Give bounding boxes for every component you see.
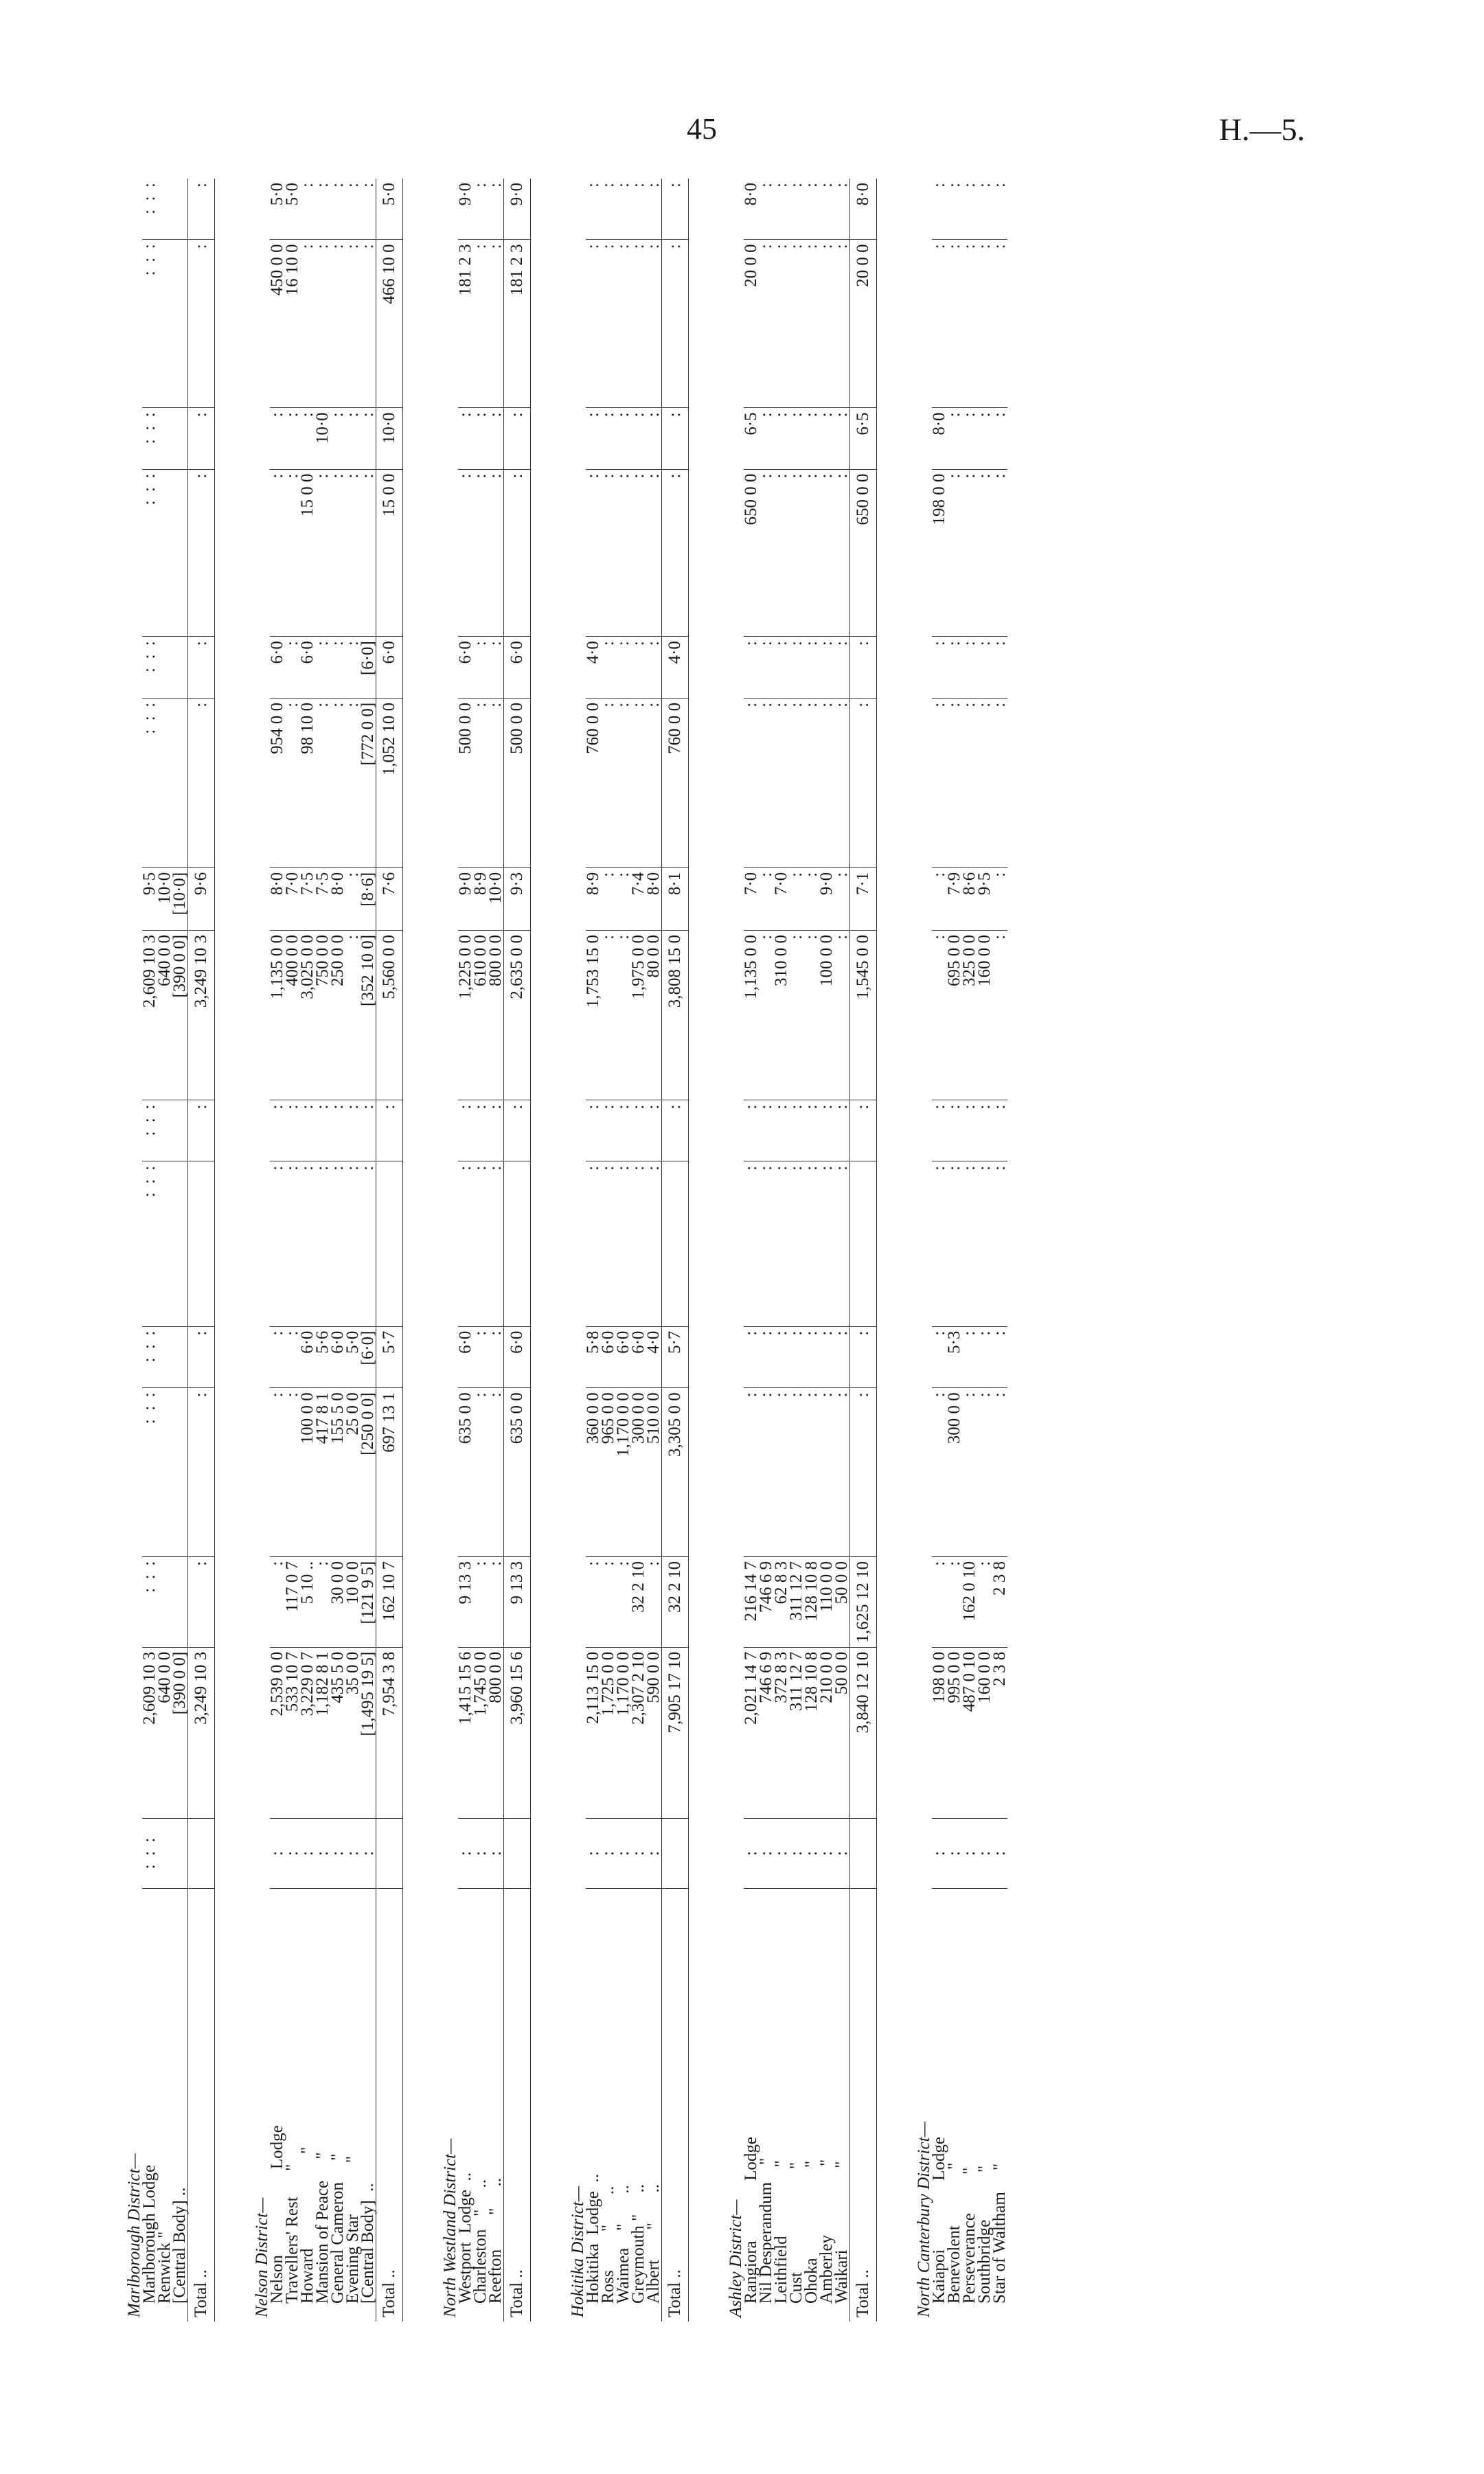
value-cell: : : : [458,1161,504,1326]
lodge-finance-table [127,179,1047,2322]
lodge-rows [142,179,188,2322]
value-cell: : : : 32 2 10 : [586,1556,662,1647]
spacer-cell [1007,179,1047,2322]
district-heading-row [443,179,458,2322]
value-cell: : : : : : : : [744,1326,850,1388]
value-cell: : : : [142,1388,188,1557]
total-value [376,1161,403,1326]
total-value [504,1161,531,1326]
total-label: Total .. [850,1889,877,2322]
value-cell: : : : [142,1161,188,1326]
total-value: : [188,469,215,637]
value-cell: 2,113 15 0 1,725 0 0 1,170 0 0 2,307 2 10 590 0 0 [586,1647,662,1818]
total-value: 4·0 [662,637,689,699]
total-value: : [662,179,689,240]
value-cell: : : : : : [586,469,662,637]
total-value: : [504,408,531,469]
value-cell: 9·0 : : [458,179,504,240]
total-value: 7,954 3 8 [376,1647,403,1818]
total-value: : [662,469,689,637]
value-cell: : : 162 0 10 : 2 3 8 [932,1556,1007,1647]
total-value: 3,960 15 6 [504,1647,531,1818]
total-value: 635 0 0 [504,1388,531,1557]
total-value: 7·1 [850,867,877,930]
value-cell: 954 0 0 : 98 10 0 : : : [772 0 0] [270,698,376,867]
total-value: 5·0 [376,179,403,240]
spacer-cell [877,179,917,2322]
value-cell: 9·0 8·9 10·0 [458,867,504,930]
value-cell: : : : [142,698,188,867]
value-cell: 360 0 0 965 0 0 1,170 0 0 300 0 0 510 0 0 [586,1388,662,1557]
spacer-row [531,179,571,2322]
value-cell: 8·9 : : 7·4 8·0 [586,867,662,930]
total-value: 9·6 [188,867,215,930]
district-name: Nelson District— [253,2197,271,2317]
value-cell: 650 0 0 : : : : : : [744,469,850,637]
total-value: 2,635 0 0 [504,930,531,1100]
total-value: 6·5 [850,408,877,469]
district-name: Marlborough District— [125,2153,144,2317]
value-cell: 8·0 : : : : [932,408,1007,469]
lodge-rows [586,179,662,2322]
value-cell: : : : : : [932,240,1007,408]
document-reference: H.—5. [1219,112,1305,147]
spacer-row [1007,179,1047,2322]
total-value: : [188,1388,215,1557]
value-cell: 8·0 7·0 7·5 7·5 8·0 : [8·6] [270,867,376,930]
value-cell: : : : [142,637,188,699]
value-cell: : : : : : : : [744,1388,850,1557]
total-value [188,1161,215,1326]
value-cell: : : : : : : : [270,1161,376,1326]
value-cell: 198 0 0 : : : : [932,469,1007,637]
total-dot [662,1818,689,1889]
total-value: 8·0 [850,179,877,240]
spacer-cell [689,179,729,2322]
value-cell: : : : : : [586,408,662,469]
value-cell: : 300 0 0 : : : [932,1388,1007,1557]
district-heading-row [571,179,586,2322]
total-value: 1,625 12 10 [850,1556,877,1647]
total-value: : [504,1100,531,1161]
spacer-cell [531,179,571,2322]
total-value: 5·7 [376,1326,403,1388]
value-cell: : 117 0 7 5 10 .. : 30 0 0 10 0 0 [121 9 5] [270,1556,376,1647]
total-row [376,179,403,2322]
district-heading-row [255,179,270,2322]
value-cell: 6·0 : : [458,1326,504,1388]
total-value: 3,808 15 0 [662,930,689,1100]
total-value: : [850,698,877,867]
district-name: Hokitika District— [569,2186,587,2317]
value-cell: 8·0 : : : : : : [744,179,850,240]
total-value: 1,545 0 0 [850,930,877,1100]
value-cell: : : : [142,1556,188,1647]
total-value: : [188,408,215,469]
total-value: 9·3 [504,867,531,930]
value-cell: : : 100 0 0 417 8 1 155 5 0 25 0 0 [250 0 0] [270,1388,376,1557]
total-value: 3,249 10 3 [188,930,215,1100]
value-cell: 1,415 15 6 1,745 0 0 800 0 0 [458,1647,504,1818]
value-cell: : : : [142,408,188,469]
value-cell: 760 0 0 : : : : [586,698,662,867]
total-value: 760 0 0 [662,698,689,867]
total-value: 7·6 [376,867,403,930]
total-row [188,179,215,2322]
total-value: 181 2 3 [504,240,531,408]
lodge-labels: Marlborough Lodge Renwick " [Central Body] .. [140,2164,189,2304]
total-label: Total .. [376,1889,403,2322]
spacer-row [689,179,729,2322]
leader-dots: : : : : : [586,1818,662,1889]
value-cell: 2,539 0 0 533 10 7 3,229 0 7 1,182 8 1 435 5 0 35 0 0 [1,495 19 5] [270,1647,376,1818]
value-cell: : : : : : [932,698,1007,867]
value-cell: 1,225 0 0 610 0 0 800 0 0 [458,930,504,1100]
spacer-row [877,179,917,2322]
value-cell: 500 0 0 : : [458,698,504,867]
value-cell: : 5·3 : : : [932,1326,1007,1388]
total-value: 466 10 0 [376,240,403,408]
value-cell: : : : : : [932,637,1007,699]
total-value: 162 10 7 [376,1556,403,1647]
total-value: : [188,240,215,408]
lodge-labels: Westport Lodge .. Charleston " .. Reefton " .. [456,2172,505,2304]
total-dot [504,1818,531,1889]
total-value: 6·0 [376,637,403,699]
value-cell: 198 0 0 995 0 0 487 0 10 160 0 0 2 3 8 [932,1647,1007,1818]
value-cell: : : : [142,179,188,240]
total-value: 7,905 17 10 [662,1647,689,1818]
value-cell: : : : [458,408,504,469]
total-value: : [188,179,215,240]
district-name: North Westland District— [441,2138,459,2317]
spacer-cell [215,179,255,2322]
total-value: : [662,1100,689,1161]
value-cell: 181 2 3 : : [458,240,504,408]
leader-dots: : : : : : : : [744,1818,850,1889]
value-cell: 2,021 14 7 746 6 9 372 8 3 311 12 7 128 10 8 210 0 0 50 0 0 [744,1647,850,1818]
value-cell: 9·5 10·0 [10·0] [142,867,188,930]
total-value: 3,305 0 0 [662,1388,689,1557]
total-value: 15 0 0 [376,469,403,637]
total-value: 10·0 [376,408,403,469]
value-cell: : : : : : : : [744,1161,850,1326]
value-cell: : : 6·0 5·6 6·0 5·0 [6·0] [270,1326,376,1388]
total-row [850,179,877,2322]
value-cell: : : : [458,1100,504,1161]
leader-dots: : : : [142,1818,188,1889]
district-name: Ashley District— [727,2199,745,2317]
spacer-cell [403,179,444,2322]
total-label: Total .. [662,1889,689,2322]
value-cell: 9 13 3 : : [458,1556,504,1647]
value-cell: : : : : : [586,1161,662,1326]
value-cell: 635 0 0 : : [458,1388,504,1557]
value-cell: : : : : : [932,1161,1007,1326]
value-cell: : : : : : [586,240,662,408]
page-number: 45 [687,112,717,146]
value-cell: 6·0 : : [458,637,504,699]
lodge-rows [458,179,504,2322]
leader-dots: : : : [458,1818,504,1889]
total-label: Total .. [504,1889,531,2322]
value-cell: : : : : : [586,179,662,240]
total-dot [188,1818,215,1889]
value-cell: : : : [458,469,504,637]
total-value: 5,560 0 0 [376,930,403,1100]
total-value: : [188,1100,215,1161]
value-cell: : : : [142,1326,188,1388]
total-dot [850,1818,877,1889]
lodge-labels: Hokitika Lodge .. Ross " .. Waimea " .. Greymouth " .. Albert " .. [584,2174,663,2304]
rotated-table-wrapper [127,179,1346,2322]
total-value: : [850,1326,877,1388]
value-cell: : : : [142,1100,188,1161]
value-cell: : 695 0 0 325 0 0 160 0 0 : [932,930,1007,1100]
total-value: 5·7 [662,1326,689,1388]
value-cell: 20 0 0 : : : : : : [744,240,850,408]
total-value: : [188,1556,215,1647]
value-cell: : : : [142,469,188,637]
value-cell: : : : 10·0 : : : [270,408,376,469]
total-value: 697 13 1 [376,1388,403,1557]
total-value: 9 13 3 [504,1556,531,1647]
value-cell: 6·0 : 6·0 : : : [6·0] [270,637,376,699]
value-cell: : : : : : [586,1100,662,1161]
total-value: 8·1 [662,867,689,930]
total-value: 6·0 [504,637,531,699]
total-value: 9·0 [504,179,531,240]
total-dot [376,1818,403,1889]
value-cell: : : 15 0 0 : : : : [270,469,376,637]
leader-dots: : : : : : [932,1818,1007,1889]
total-row [662,179,689,2322]
district-name: North Canterbury District— [915,2122,933,2317]
lodge-rows [744,179,850,2322]
total-value: : [188,1326,215,1388]
total-value: : [850,1100,877,1161]
total-value: 650 0 0 [850,469,877,637]
value-cell: : : : : : [932,179,1007,240]
spacer-row [403,179,444,2322]
value-cell: : : : [142,240,188,408]
spacer-row [215,179,255,2322]
total-value: : [850,1388,877,1557]
value-cell: : 7·9 8·6 9·5 : [932,867,1007,930]
total-row [504,179,531,2322]
lodge-labels: Kaiapoi Lodge Benevolent " Perseverance " Southbridge " Star of Waltham " [930,2136,1009,2304]
value-cell: 6·5 : : : : : : [744,408,850,469]
total-value: : [376,1100,403,1161]
total-value [662,1161,689,1326]
total-value: : [850,637,877,699]
total-value: 500 0 0 [504,698,531,867]
total-value: 20 0 0 [850,240,877,408]
value-cell: 5·0 5·0 : : : : : [270,179,376,240]
value-cell: : : : : : [932,1100,1007,1161]
value-cell: 1,135 0 0 : 310 0 0 : : 100 0 0 : [744,930,850,1100]
value-cell: 2,609 10 3 640 0 0 [390 0 0] [142,930,188,1100]
total-value: 3,249 10 3 [188,1647,215,1818]
total-value: 3,840 12 10 [850,1647,877,1818]
value-cell: 1,135 0 0 400 0 0 3,025 0 0 750 0 0 250 0 0 : [352 10 0] [270,930,376,1100]
total-value: : [504,469,531,637]
lodge-labels: Rangiora Lodge Nil Desperandum " Leithfield " Cust " Ohoka " Amberley " Waikari " [742,2136,851,2304]
value-cell: 450 0 0 16 10 0 : : : : : [270,240,376,408]
total-value: 1,052 10 0 [376,698,403,867]
value-cell: 216 14 7 746 6 9 62 8 3 311 12 7 128 10 8 110 0 0 50 0 0 [744,1556,850,1647]
value-cell: 4·0 : : : : [586,637,662,699]
total-value: 6·0 [504,1326,531,1388]
lodge-rows [270,179,376,2322]
value-cell: 2,609 10 3 640 0 0 [390 0 0] [142,1647,188,1818]
value-cell: 1,753 15 0 : : 1,975 0 0 80 0 0 [586,930,662,1100]
total-value [850,1161,877,1326]
leader-dots: : : : : : : : [270,1818,376,1889]
value-cell: : : : : : : : [270,1100,376,1161]
total-value: : [662,240,689,408]
total-value: : [662,408,689,469]
total-value: 32 2 10 [662,1556,689,1647]
value-cell: 5·8 6·0 6·0 6·0 4·0 [586,1326,662,1388]
lodge-rows [932,179,1007,2322]
total-value: : [188,637,215,699]
total-value: : [188,698,215,867]
total-label: Total .. [188,1889,215,2322]
value-cell: : : : : : : : [744,698,850,867]
value-cell: : : : : : : : [744,1100,850,1161]
lodge-labels: Nelson Lodge Travellers' Rest " Howard " Mansion of Peace " General Cameron " Evening Star " [Central Body] .. [268,2125,377,2304]
value-cell: : : : : : : : [744,637,850,699]
value-cell: 7·0 : 7·0 : : 9·0 : [744,867,850,930]
